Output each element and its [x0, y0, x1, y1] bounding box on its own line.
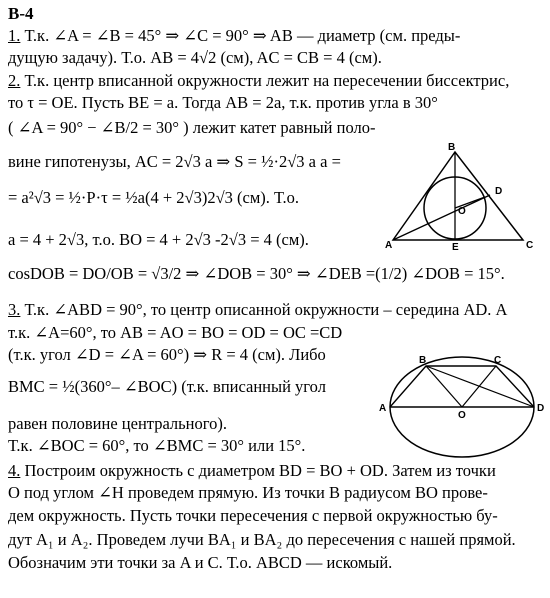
line-text: то τ = OE. Пусть BE = a. Тогда AB = 2a, т.к. против угла в 30° [8, 93, 438, 112]
problem-number: 4. [8, 461, 21, 480]
text-line [8, 230, 309, 250]
text-line [8, 300, 507, 320]
text-line [8, 152, 341, 172]
line-text: т.к. ∠A=60°, то AB = AO = BO = OD = OC =CD [8, 323, 343, 342]
text-line [8, 506, 498, 526]
line-text: ( ∠A = 90° − ∠B/2 = 30° ) лежит катет равный поло- [8, 118, 376, 137]
text-line [8, 48, 382, 68]
text-line [8, 377, 326, 397]
text-line [8, 264, 505, 284]
text-line [8, 483, 488, 503]
line-text: Т.к. центр вписанной окружности лежит на пересечении биссектрис, [20, 71, 510, 90]
text-line [8, 530, 516, 550]
line-text: равен половине центрального). [8, 414, 227, 433]
label-o2: O [458, 410, 466, 421]
chord-bo [426, 366, 462, 407]
text-line [8, 71, 509, 91]
problem-number: 1. [8, 26, 21, 45]
line-text: = a²√3 = ½·P·τ = ½a(4 + 2√3)2√3 (см). Т.о. [8, 188, 299, 207]
problem-number: 3. [8, 300, 21, 319]
text-line [8, 436, 305, 456]
problem-number: 2. [8, 71, 21, 90]
line-text: Т.к. ∠ABD = 90°, то центр описанной окружности – середина AD. А [20, 300, 508, 319]
line-text: Т.к. ∠BOC = 60°, то ∠BMC = 30° или 15°. [8, 436, 306, 455]
text-line [8, 414, 227, 434]
line-text: дут A₁ и A₂. Проведем лучи BA₁ и BA₂ до пересечения с нашей прямой. [8, 530, 516, 549]
line-text: a = 4 + 2√3, т.о. BO = 4 + 2√3 -2√3 = 4 (см). [8, 230, 309, 249]
label-b2: B [419, 355, 427, 366]
text-line [8, 118, 375, 138]
label-o: O [458, 206, 466, 217]
text-line [8, 26, 460, 46]
triangle-abc [393, 152, 523, 240]
label-a: A [385, 240, 393, 250]
text-line [8, 345, 326, 365]
text-line [8, 323, 342, 343]
line-text: Т.к. ∠A = ∠B = 45° ⇒ ∠C = 90° ⇒ AB — диаметр (см. преды- [20, 26, 461, 45]
triangle-incircle-figure [385, 140, 545, 250]
line-text: дем окружность. Пусть точки пересечения с первой окружностью бу- [8, 506, 498, 525]
line-text: cosDOB = DO/OB = √3/2 ⇒ ∠DOB = 30° ⇒ ∠DEB =(1/2) ∠DOB = 15°. [8, 264, 505, 283]
label-d2: D [537, 403, 545, 414]
chord-bd [426, 366, 534, 407]
line-text: дущую задачу). Т.о. AB = 4√2 (см), AC = CB = 4 (см). [8, 48, 382, 67]
label-b: B [448, 142, 456, 153]
label-e: E [452, 242, 459, 250]
line-text: вине гипотенузы, AC = 2√3 a ⇒ S = ½·2√3 a a = [8, 152, 341, 171]
text-line [8, 93, 438, 113]
line-text: O под углом ∠H проведем прямую. Из точки B радиусом BO прове- [8, 483, 488, 502]
label-a2: A [379, 403, 387, 414]
line-text: Построим окружность с диаметром BD = BO + OD. Затем из точки [20, 461, 496, 480]
line-text: BMC = ½(360°– ∠BOC) (т.к. вписанный угол [8, 377, 326, 396]
label-d: D [495, 186, 503, 197]
page-header: В-4 [8, 4, 34, 23]
label-c: C [526, 240, 534, 250]
text-line [8, 553, 392, 573]
line-text: (т.к. угол ∠D = ∠A = 60°) ⇒ R = 4 (см). Либо [8, 345, 326, 364]
label-c2: C [494, 355, 502, 366]
line-text: Обозначим эти точки за A и C. Т.о. ABCD — искомый. [8, 553, 393, 572]
segment-ad [393, 195, 490, 240]
text-line [8, 188, 299, 208]
circumcircle-trapezoid-figure [378, 355, 550, 475]
